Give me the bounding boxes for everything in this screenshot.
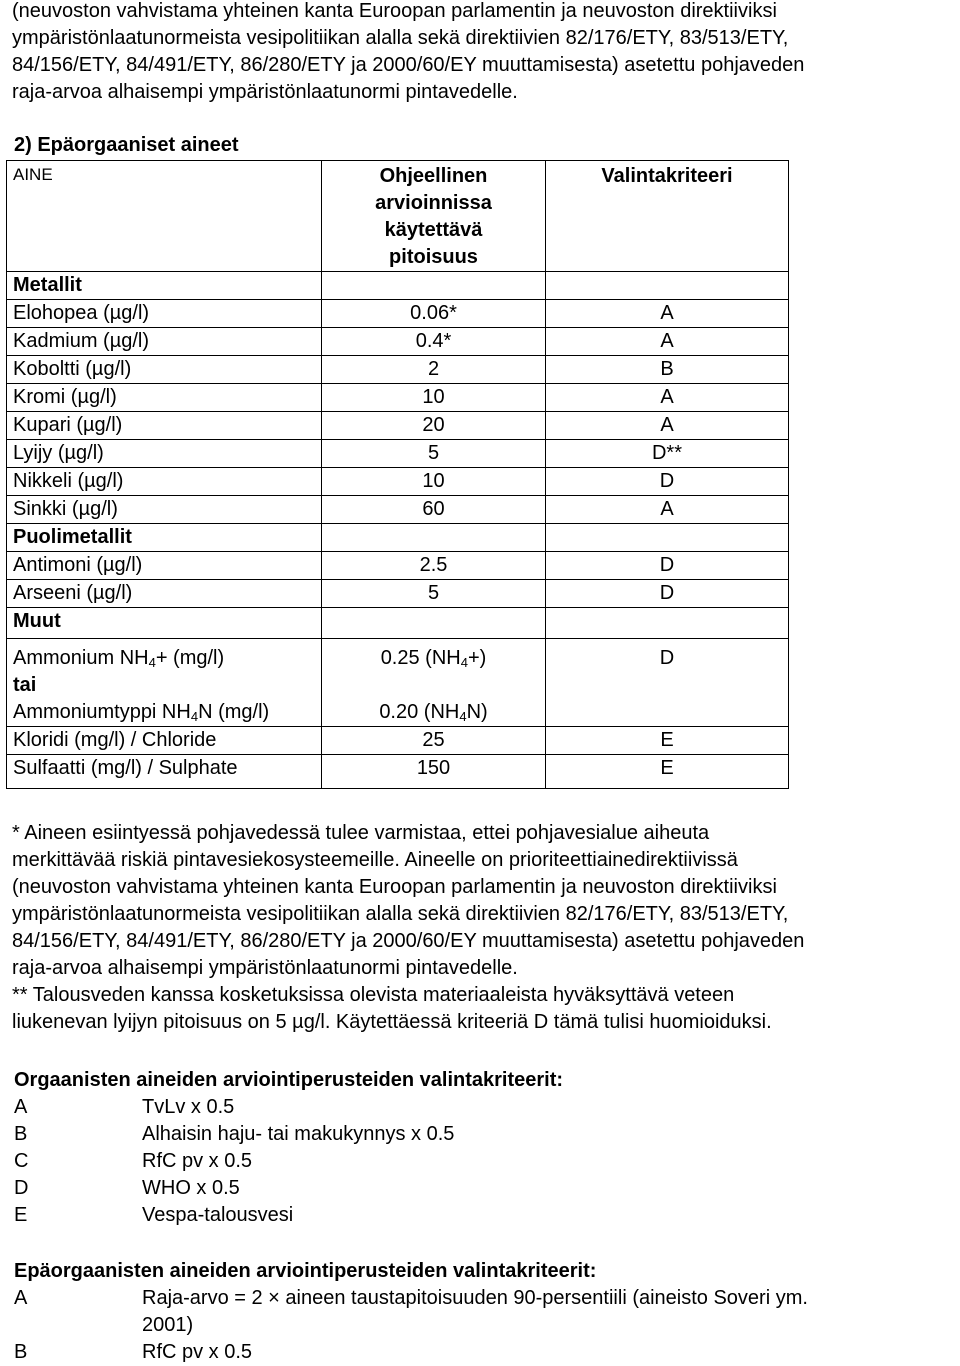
cell-kriteeri: D [546, 639, 789, 727]
footnote-line: (neuvoston vahvistama yhteinen kanta Euroopan parlamentin ja neuvoston direktiiviksi [12, 876, 777, 898]
cell-kriteeri: A [546, 328, 789, 356]
ammoniumtyppi-value: 0.20 $(NH_4N)$ [379, 701, 488, 724]
cell-kriteeri: D [546, 580, 789, 608]
table-row [7, 412, 789, 440]
criteria-item: E Vespa-talousvesi [14, 1204, 294, 1226]
footnote-line: * Aineen esiintyessä pohjavedessä tulee varmistaa, ettei pohjavesialue aiheuta [12, 822, 710, 844]
cell-aine: Kupari (µg/l) [7, 412, 322, 440]
table-row [7, 580, 789, 608]
paragraph-line: 84/156/ETY, 84/491/ETY, 86/280/ETY ja 2000/60/EY muuttamisesta) asetettu pohjaveden [12, 54, 805, 76]
category-muut: Muut [7, 608, 322, 639]
cell-pitoisuus: 150 [322, 755, 546, 789]
category-row [7, 272, 789, 300]
cell-kriteeri: A [546, 384, 789, 412]
cell-aine: Elohopea (µg/l) [7, 300, 322, 328]
table-row [7, 755, 789, 789]
cell-pitoisuus: 10 [322, 384, 546, 412]
footnote-line: raja-arvoa alhaisempi ympäristönlaatunormi pintavedelle. [12, 957, 518, 979]
paragraph-line: (neuvoston vahvistama yhteinen kanta Euroopan parlamentin ja neuvoston direktiiviksi [12, 0, 777, 22]
cell-kriteeri: B [546, 356, 789, 384]
criteria-item: B RfC pv x 0.5 [14, 1341, 253, 1363]
cell-pitoisuus: 0.06* [322, 300, 546, 328]
ammoniumtyppi-line: Ammoniumtyppi $NH_4N$ (mg/l) [13, 701, 270, 724]
table-row [7, 356, 789, 384]
footnotes [12, 820, 958, 1036]
cell-pitoisuus: 2 [322, 356, 546, 384]
cell-pitoisuus: 5 [322, 580, 546, 608]
criteria-item: D WHO x 0.5 [14, 1177, 240, 1199]
footnote-line: merkittävää riskiä pintavesiekosysteemeille. Aineelle on prioriteettiainedirektiivissä [12, 849, 738, 871]
cell-aine: Koboltti (µg/l) [7, 356, 322, 384]
cell-kriteeri: E [546, 755, 789, 789]
cell-aine: Antimoni (µg/l) [7, 552, 322, 580]
category-puolimetallit: Puolimetallit [7, 524, 322, 552]
cell-aine: Lyijy (µg/l) [7, 440, 322, 468]
cell-aine: Kloridi (mg/l) / Chloride [7, 727, 322, 755]
table-row [7, 468, 789, 496]
table-row [7, 496, 789, 524]
cell-pitoisuus: 60 [322, 496, 546, 524]
table-row [7, 328, 789, 356]
cell-kriteeri: D** [546, 440, 789, 468]
header-line: pitoisuus [389, 246, 478, 268]
table-row [7, 440, 789, 468]
cell-aine: Kadmium (µg/l) [7, 328, 322, 356]
footnote-line: ympäristönlaatunormeista vesipolitiikan alalla sekä direktiivien 82/176/ETY, 83/513/ETY, [12, 903, 789, 925]
header-line: käytettävä [384, 219, 483, 241]
organic-criteria-title: Orgaanisten aineiden arviointiperusteiden valintakriteerit: [14, 1069, 564, 1091]
organic-criteria-list [14, 1094, 454, 1229]
cell-kriteeri: D [546, 468, 789, 496]
cell-kriteeri: E [546, 727, 789, 755]
cell-kriteeri: A [546, 300, 789, 328]
cell-kriteeri: A [546, 496, 789, 524]
top-paragraph [12, 0, 958, 106]
inorganic-criteria-list [14, 1285, 808, 1366]
inorganic-criteria-title: Epäorgaanisten aineiden arviointiperusteiden valintakriteerit: [14, 1260, 597, 1282]
cell-aine: Kromi (µg/l) [7, 384, 322, 412]
table-row [7, 727, 789, 755]
cell-aine [7, 639, 322, 727]
category-metallit: Metallit [7, 272, 322, 300]
cell-pitoisuus: 5 [322, 440, 546, 468]
cell-aine: Sulfaatti (mg/l) / Sulphate [7, 755, 322, 789]
criteria-item: A Raja-arvo = 2 × aineen taustapitoisuuden 90-persentiili (aineisto Soveri ym. [14, 1287, 808, 1309]
ammonium-value: 0.25 $(NH_4+)$ [380, 647, 487, 670]
category-row [7, 524, 789, 552]
cell-pitoisuus [322, 639, 546, 727]
cell-kriteeri: A [546, 412, 789, 440]
criteria-item-continuation: 2001) [142, 1314, 194, 1336]
cell-kriteeri: D [546, 552, 789, 580]
paragraph-line: raja-arvoa alhaisempi ympäristönlaatunormi pintavedelle. [12, 81, 518, 103]
category-row [7, 608, 789, 639]
table-row [7, 300, 789, 328]
header-line: arvioinnissa [375, 192, 492, 214]
tai-label: tai [13, 674, 37, 696]
cell-pitoisuus: 2.5 [322, 552, 546, 580]
footnote-line: ** Talousveden kanssa kosketuksissa olevista materiaaleista hyväksyttävä veteen [12, 984, 735, 1006]
header-kriteeri: Valintakriteeri [546, 161, 789, 272]
criteria-item: C RfC pv x 0.5 [14, 1150, 253, 1172]
ammonium-line: Ammonium $NH_4+ (mg/l)$ [13, 647, 225, 670]
criteria-item: A TvLv x 0.5 [14, 1096, 235, 1118]
cell-pitoisuus: 10 [322, 468, 546, 496]
cell-aine: Arseeni (µg/l) [7, 580, 322, 608]
section-title: 2) Epäorgaaniset aineet [14, 134, 239, 156]
cell-aine: Sinkki (µg/l) [7, 496, 322, 524]
cell-pitoisuus: 20 [322, 412, 546, 440]
header-pitoisuus [322, 161, 546, 272]
cell-pitoisuus: 0.4* [322, 328, 546, 356]
table-header-row [7, 161, 789, 272]
criteria-item: B Alhaisin haju- tai makukynnys x 0.5 [14, 1123, 455, 1145]
table-row [7, 552, 789, 580]
footnote-line: liukenevan lyijyn pitoisuus on 5 µg/l. Käytettäessä kriteeriä D tämä tulisi huomioiduksi. [12, 1011, 772, 1033]
cell-aine: Nikkeli (µg/l) [7, 468, 322, 496]
header-line: Ohjeellinen [379, 165, 488, 187]
table-row [7, 384, 789, 412]
header-aine: AINE [7, 161, 322, 272]
inorganic-substances-table [6, 160, 789, 789]
cell-pitoisuus: 25 [322, 727, 546, 755]
footnote-line: 84/156/ETY, 84/491/ETY, 86/280/ETY ja 2000/60/EY muuttamisesta) asetettu pohjaveden [12, 930, 805, 952]
table-row-ammonium [7, 639, 789, 727]
paragraph-line: ympäristönlaatunormeista vesipolitiikan alalla sekä direktiivien 82/176/ETY, 83/513/ETY, [12, 27, 789, 49]
